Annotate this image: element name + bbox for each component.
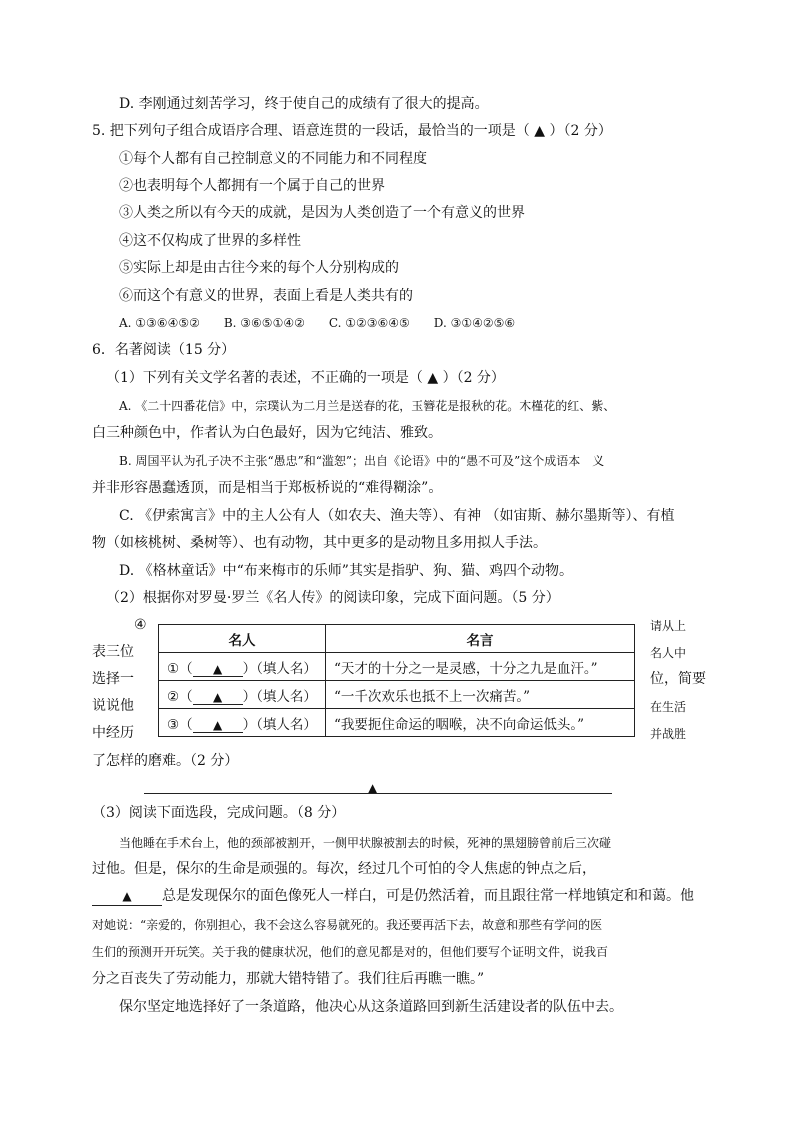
- table-row: [159, 653, 635, 681]
- q6-1-option-b-line1: B. 周国平认为孔子决不主张“愚忠”和“滥恕”；出自《论语》中的“愚不可及”这个成语本 义: [119, 454, 605, 468]
- q4-option-d: D. 李刚通过刻苦学习，终于使自己的成绩有了很大的提高。: [119, 96, 489, 112]
- side-left-5: 中经历: [92, 725, 134, 741]
- q6-title: 6．名著阅读（15 分）: [92, 342, 236, 358]
- name-cell: ②（ ▲ ）（填人名）: [159, 681, 326, 709]
- q5-stem: 5. 把下列句子组合成语序合理、语意连贯的一段话，最恰当的一项是（ ▲ ）（2 分）: [92, 123, 612, 139]
- side-right-3: 位，简要: [650, 671, 706, 687]
- q6-3-stem: （3）阅读下面选段，完成问题。（8 分）: [92, 805, 346, 821]
- famous-people-table: [158, 624, 635, 737]
- side-left-4: 说说他: [92, 698, 134, 714]
- table-row: [159, 681, 635, 709]
- name-cell: ①（ ▲ ）（填人名）: [159, 653, 326, 681]
- passage-line-1: 当他睡在手术台上，他的颈部被割开，一侧甲状腺被割去的时候，死神的黑翅膀曾前后三次碰: [119, 836, 612, 850]
- q6-1-option-d: D. 《格林童话》中“布来梅市的乐师”其实是指驴、狗、猫、鸡四个动物。: [119, 563, 573, 579]
- answer-line-mark: ▲: [368, 781, 378, 795]
- q5-sentence-1: ①每个人都有自己控制意义的不同能力和不同程度: [119, 151, 427, 167]
- header-name: 名人: [159, 625, 326, 653]
- q6-1-option-a-line2: 白三种颜色中，作者认为白色最好，因为它纯洁、雅致。: [92, 425, 442, 441]
- side-right-5: 并战胜: [650, 727, 687, 741]
- side-right-4: 在生活: [650, 700, 687, 714]
- q5-sentence-2: ②也表明每个人都拥有一个属于自己的世界: [119, 178, 385, 194]
- answer-blank[interactable]: ▲: [193, 662, 243, 677]
- q5-sentence-4: ④这不仅构成了世界的多样性: [119, 233, 301, 249]
- q6-1-option-b-line2: 并非形容愚蠢透顶，而是相当于郑板桥说的“难得糊涂”。: [92, 480, 443, 496]
- q6-1-option-c-line2: 物（如核桃树、桑树等）、也有动物，其中更多的是动物且多用拟人手法。: [92, 535, 547, 551]
- passage-line-5: 生们的预测开开玩笑。关于我的健康状况，他们的意见都是对的，但他们要写个证明文件，说我百: [92, 945, 609, 959]
- side-right-1: 请从上: [650, 619, 687, 633]
- answer-blank[interactable]: ▲: [193, 718, 243, 733]
- side-left-2: 表三位: [92, 644, 134, 660]
- passage-line-6: 分之百丧失了劳动能力，那就大错特错了。我们往后再瞧一瞧。”: [92, 971, 485, 987]
- passage-line-4: 对她说：“亲爱的，你别担心，我不会这么容易就死的。我还要再活下去，故意和那些有学问的医: [92, 918, 603, 932]
- q6-2-stem: （2）根据你对罗曼·罗兰《名人传》的阅读印象，完成下面问题。（5 分）: [106, 590, 560, 606]
- side-right-2: 名人中: [650, 646, 687, 660]
- side-left-1: ④: [134, 617, 147, 633]
- q5-sentence-5: ⑤实际上却是由古往今来的每个人分别构成的: [119, 260, 399, 276]
- q5-sentence-6: ⑥而这个有意义的世界，表面上看是人类共有的: [119, 288, 413, 304]
- passage-line-2: 过他。但是，保尔的生命是顽强的。每次，经过几个可怕的令人焦虑的钟点之后，: [92, 861, 596, 877]
- answer-line[interactable]: [144, 793, 612, 794]
- table-row: [159, 709, 635, 737]
- q6-1-option-c-line1: C. 《伊索寓言》中的主人公有人（如农夫、渔夫等）、有神 （如宙斯、赫尔墨斯等）、有植: [119, 508, 675, 524]
- q5-sentence-3: ③人类之所以有今天的成就，是因为人类创造了一个有意义的世界: [119, 205, 525, 221]
- q6-1-option-a-line1: A. 《二十四番花信》中，宗璞认为二月兰是送春的花，玉簪花是报秋的花。木槿花的红、紫、: [119, 399, 616, 413]
- passage-line-7: 保尔坚定地选择好了一条道路，他决心从这条道路回到新生活建设者的队伍中去。: [119, 999, 623, 1015]
- q6-1-stem: （1）下列有关文学名著的表述，不正确的一项是（ ▲ ）（2 分）: [106, 370, 505, 386]
- quote-cell: “我要扼住命运的咽喉，决不向命运低头。”: [326, 709, 635, 737]
- quote-cell: “天才的十分之一是灵感，十分之九是血汗。”: [326, 653, 635, 681]
- quote-cell: “一千次欢乐也抵不上一次痛苦。”: [326, 681, 635, 709]
- name-cell: ③（ ▲ ）（填人名）: [159, 709, 326, 737]
- answer-blank[interactable]: ▲: [193, 690, 243, 705]
- passage-blank[interactable]: ▲: [92, 887, 162, 906]
- side-left-3: 选择一: [92, 671, 134, 687]
- passage-line-3: ▲ 总是发现保尔的面色像死人一样白，可是仍然活着，而且跟往常一样地镇定和和蔼。他: [92, 887, 694, 906]
- q5-options: A. ①③⑥④⑤② B. ③⑥⑤①④② C. ①②③⑥④⑤ D. ③①④②⑤⑥: [119, 316, 516, 330]
- header-quote: 名言: [326, 625, 635, 653]
- q6-2-tail: 了怎样的磨难。（2 分）: [92, 753, 239, 769]
